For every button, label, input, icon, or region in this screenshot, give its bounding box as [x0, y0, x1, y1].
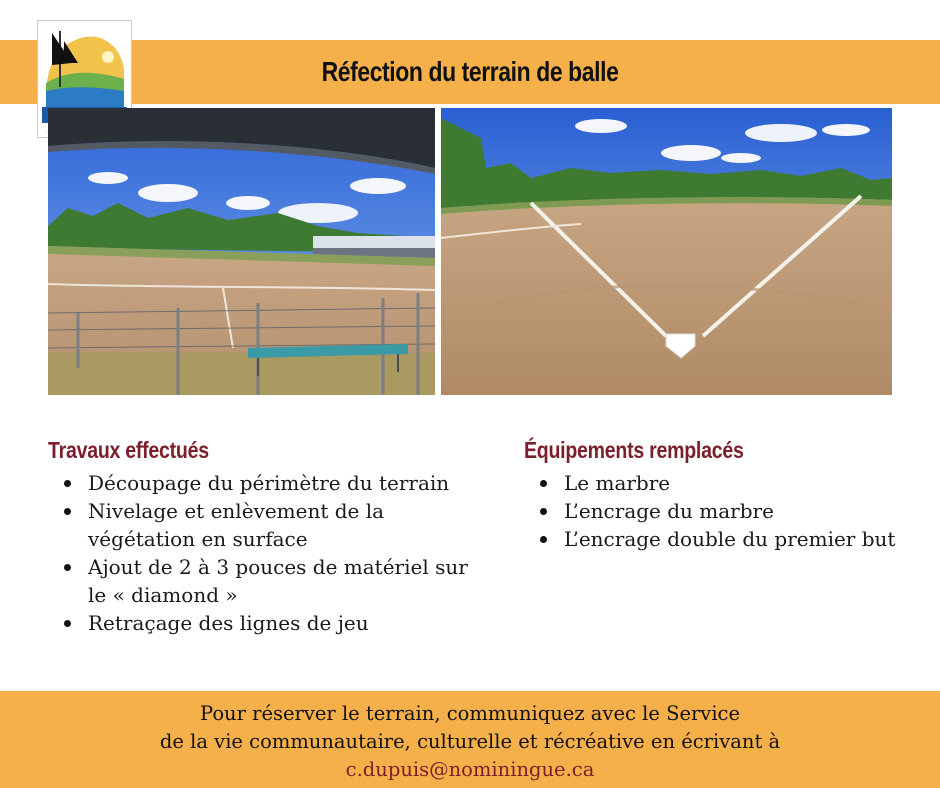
list-item: Découpage du périmètre du terrain [48, 469, 488, 497]
list-item: L’encrage double du premier but [524, 525, 934, 553]
list-item: Retraçage des lignes de jeu [48, 609, 488, 637]
list-item: L’encrage du marbre [524, 497, 934, 525]
page-title: Réfection du terrain de balle [321, 56, 619, 87]
list-item: Ajout de 2 à 3 pouces de matériel sur le « diamond » [48, 553, 488, 609]
baseball-field-from-dugout-photo [48, 108, 435, 395]
footer-line-2: de la vie communautaire, culturelle et récréative en écrivant à [159, 730, 781, 753]
list-item: Nivelage et enlèvement de la végétation en surface [48, 497, 488, 553]
equipment-heading: Équipements remplacés [524, 437, 744, 463]
equipment-list [524, 469, 934, 553]
work-done-heading: Travaux effectués [48, 437, 209, 463]
home-plate-diamond-photo [441, 108, 892, 395]
list-item: Le marbre [524, 469, 934, 497]
contact-email-link[interactable]: c.dupuis@nominingue.ca [345, 758, 595, 781]
footer-line-1: Pour réserver le terrain, communiquez avec le Service [199, 702, 741, 725]
work-done-list [48, 469, 488, 637]
